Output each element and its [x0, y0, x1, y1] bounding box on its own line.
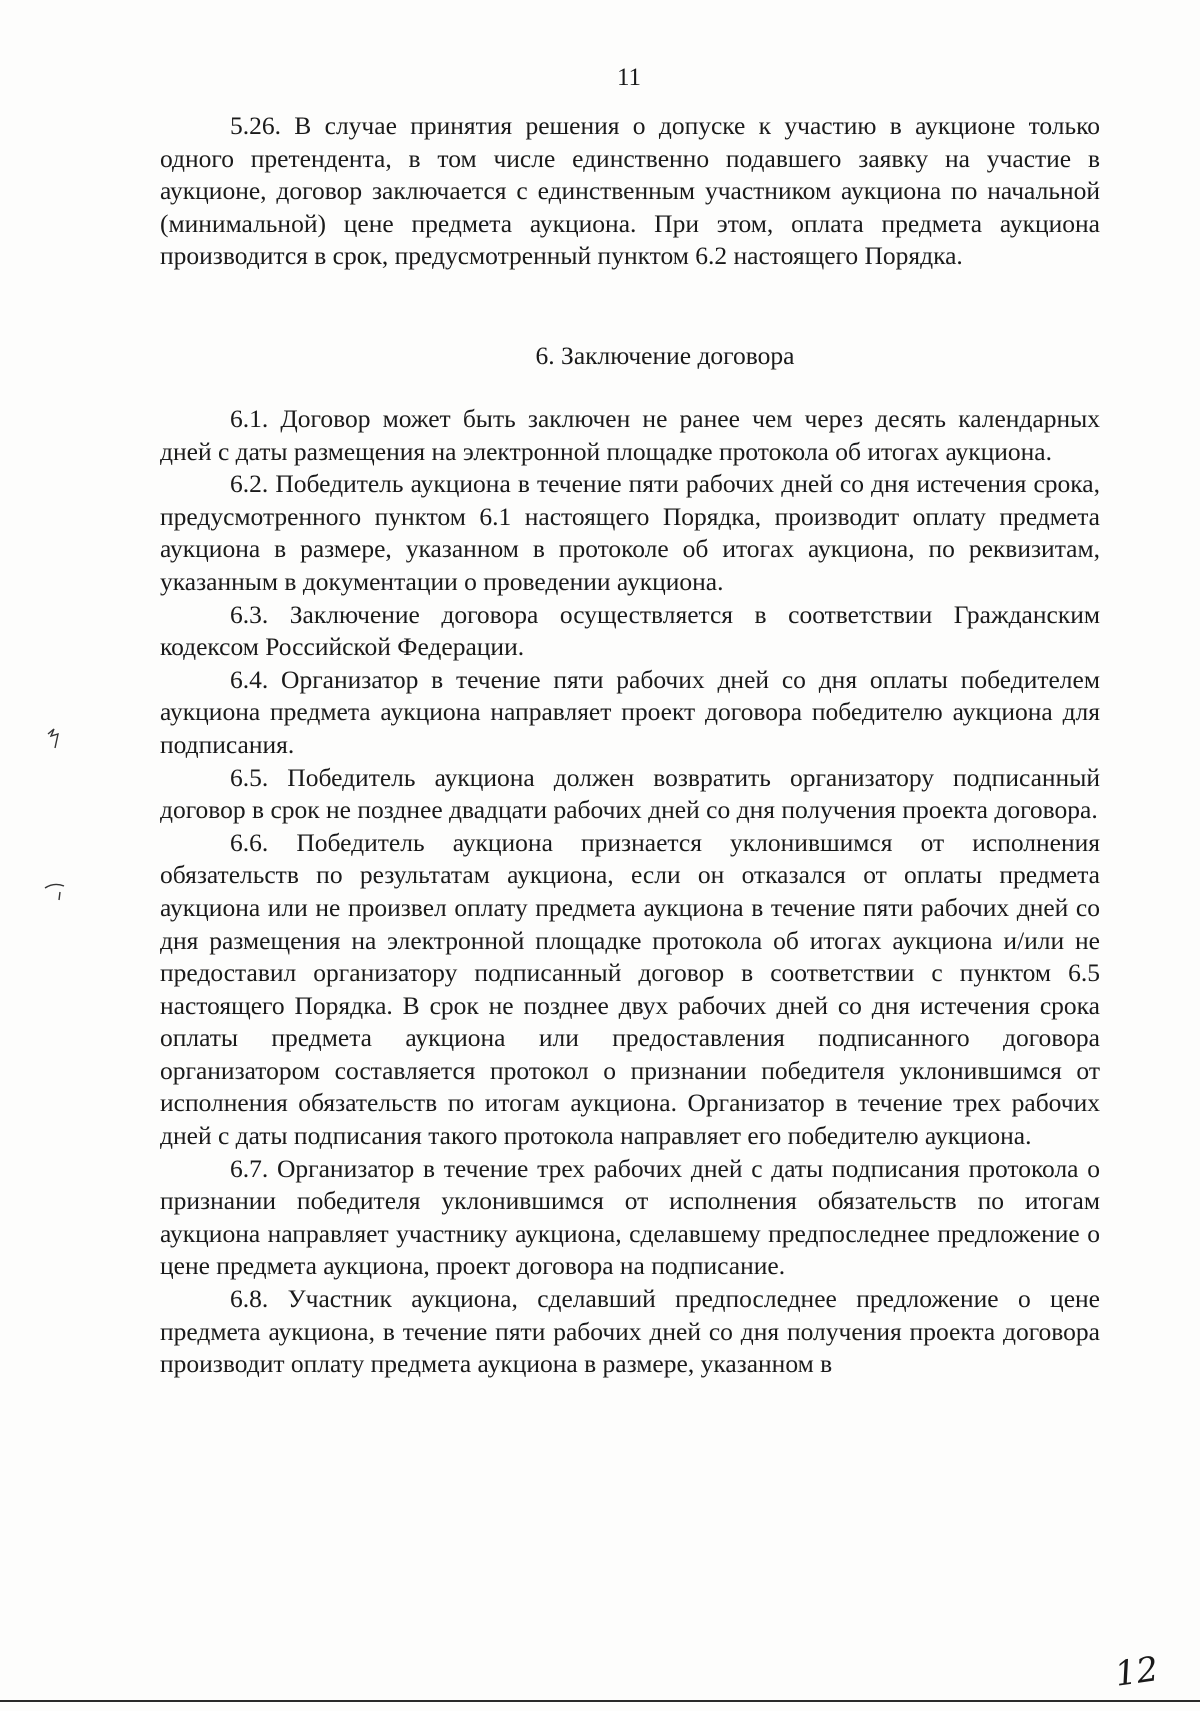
paragraph-5-26: 5.26. В случае принятия решения о допуске к участию в аукционе только одного претендента, в том числе единственно подавшего заявку на участие в аукционе, договор заключается с единственным участником аукциона по начальной (минимальной) цене предмета аукциона. При этом, оплата предмета аукциона производится в срок, предусмотренный пунктом 6.2 настоящего Порядка.: [160, 111, 1100, 271]
page-number: 11: [616, 64, 642, 91]
paragraph-6-6: 6.6. Победитель аукциона признается уклонившимся от исполнения обязательств по результатам аукциона, если он отказался от оплаты предмета аукциона или не произвел оплату предмета аукциона в течение пяти рабочих дней со дня размещения на электронной площадке протокола об итогах аукциона и/или не предоставил организатору подписанный договор в соответствии с пунктом 6.5 настоящего Порядка. В срок не позднее двух рабочих дней со дня истечения срока оплаты предмета аукциона или предоставления подписанного договора организатором составляется протокол о признании победителя уклонившимся от исполнения обязательств по итогам аукциона. Организатор в течение трех рабочих дней с даты подписания такого протокола направляет его победителю аукциона.: [160, 827, 1100, 1151]
paragraph-6-5: 6.5. Победитель аукциона должен возвратить организатору подписанный договор в срок не позднее двадцати рабочих дней со дня получения проекта договора.: [160, 762, 1100, 825]
section-5-text: [160, 110, 1100, 273]
section-6-text: [160, 403, 1100, 1381]
handwritten-page-number: 12: [1112, 1649, 1161, 1695]
section-6-title: 6. Заключение договора: [535, 341, 795, 370]
paragraph-6-7: 6.7. Организатор в течение трех рабочих дней с даты подписания протокола о признании победителя уклонившимся от исполнения обязательств по итогам аукциона направляет участнику аукциона, сделавшему предпоследнее предложение о цене предмета аукциона, проект договора на подписание.: [160, 1153, 1100, 1281]
paragraph-6-4: 6.4. Организатор в течение пяти рабочих дней со дня оплаты победителем аукциона предмета аукциона направляет проект договора победителю аукциона для подписания.: [160, 664, 1100, 759]
margin-pen-mark: [42, 726, 68, 752]
page-bottom-rule: [0, 1700, 1200, 1702]
paragraph-6-2: 6.2. Победитель аукциона в течение пяти рабочих дней со дня истечения срока, предусмотренного пунктом 6.1 настоящего Порядка, производит оплату предмета аукциона в размере, указанном в протоколе об итогах аукциона, по реквизитам, указанным в документации о проведении аукциона.: [160, 469, 1100, 596]
paragraph-6-3: 6.3. Заключение договора осуществляется в соответствии Гражданским кодексом Российской Федерации.: [160, 599, 1100, 662]
paragraph-6-8: 6.8. Участник аукциона, сделавший предпоследнее предложение о цене предмета аукциона, в течение пяти рабочих дней со дня получения проекта договора производит оплату предмета аукциона в размере, указанном в: [160, 1284, 1100, 1379]
margin-pen-mark: [42, 878, 68, 904]
paragraph-6-1: 6.1. Договор может быть заключен не ранее чем через десять календарных дней с даты размещения на электронной площадке протокола об итогах аукциона.: [160, 404, 1100, 466]
